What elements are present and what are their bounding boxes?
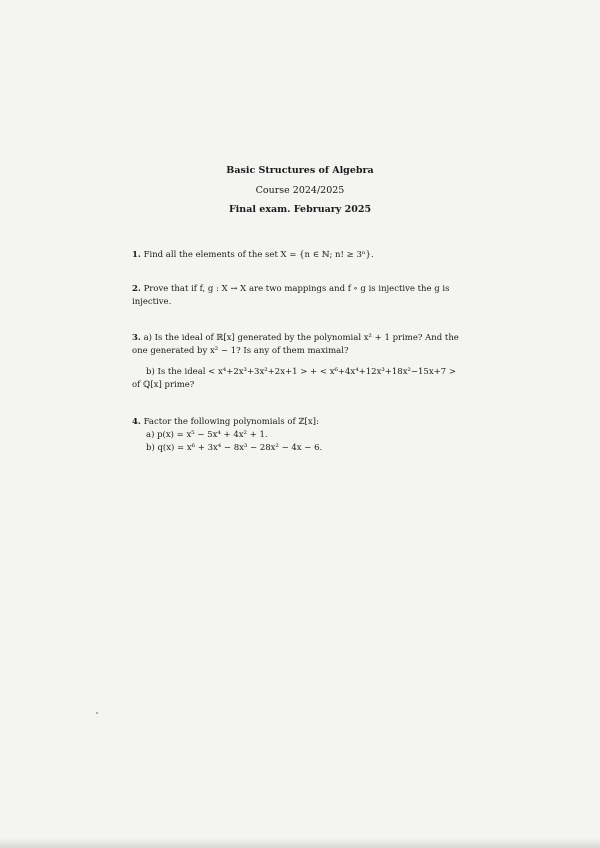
document-title: Basic Structures of Algebra bbox=[226, 165, 374, 176]
exam-date: Final exam. February 2025 bbox=[228, 204, 372, 215]
question-4b: b) q(x) = x⁶ + 3x⁴ − 8x³ − 28x² − 4x − 6. bbox=[146, 443, 323, 453]
question-text: Factor the following polynomials of ℤ[x]: bbox=[143, 417, 319, 427]
question-number: 4. bbox=[132, 417, 141, 427]
question-4 bbox=[132, 416, 462, 455]
question-3 bbox=[132, 332, 462, 358]
question-text: Find all the elements of the set X = {n ∈ ℕ; n! ≥ 3ⁿ}. bbox=[143, 250, 374, 260]
question-2 bbox=[132, 283, 462, 309]
question-text-a: a) Is the ideal of ℝ[x] generated by the polynomial x² + 1 prime? And the one generated by x² − 1? Is any of them maximal? bbox=[132, 333, 459, 356]
scan-edge bbox=[0, 838, 600, 848]
question-number: 3. bbox=[132, 333, 141, 343]
question-4a: a) p(x) = x⁵ − 5x⁴ + 4x² + 1. bbox=[146, 430, 268, 440]
question-1 bbox=[132, 249, 462, 262]
question-number: 2. bbox=[132, 284, 141, 294]
scan-speck bbox=[96, 712, 98, 714]
question-text: Prove that if f, g : X → X are two mappings and f ∘ g is injective the g is injective. bbox=[132, 284, 450, 307]
question-3-part-b bbox=[132, 366, 462, 392]
question-text-b: b) Is the ideal < x⁴+2x³+3x²+2x+1 > + < x⁶+4x⁴+12x³+18x²−15x+7 > of ℚ[x] prime? bbox=[132, 367, 456, 390]
question-number: 1. bbox=[132, 250, 141, 260]
course-year: Course 2024/2025 bbox=[255, 185, 345, 196]
